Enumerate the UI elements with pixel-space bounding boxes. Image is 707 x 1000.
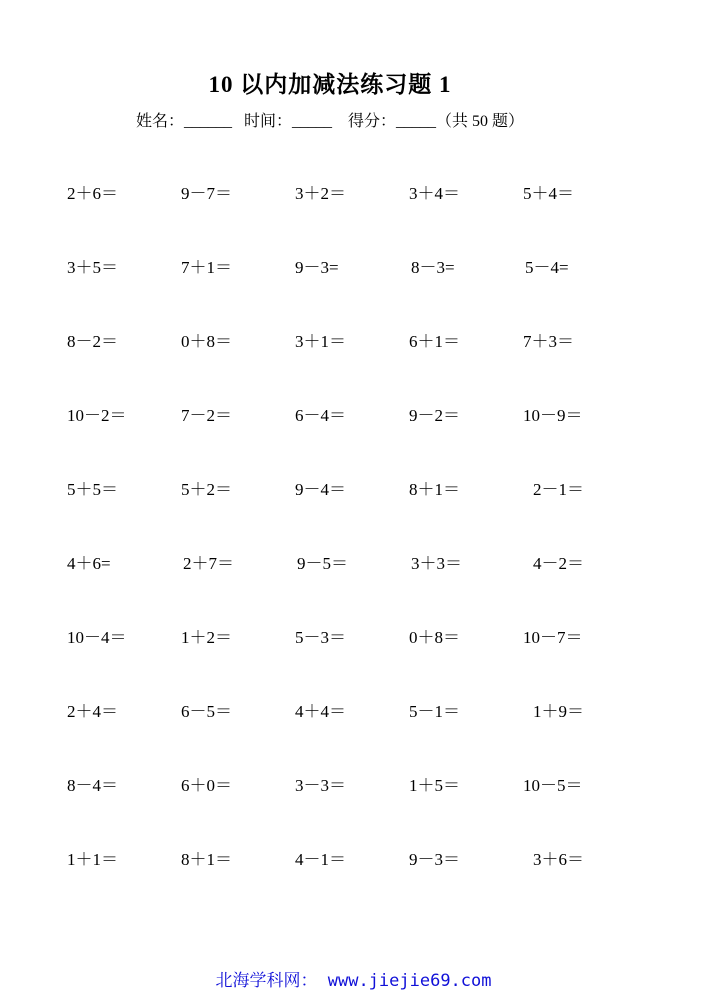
problem-r4-c2: 7－2＝ <box>181 406 232 425</box>
problem-r7-c1: 10－4＝ <box>67 628 127 647</box>
footer-watermark: 北海学科网： www.jiejie69.com <box>215 971 492 991</box>
problem-r10-c2: 8＋1＝ <box>181 850 232 869</box>
problem-r7-c4: 0＋8＝ <box>409 628 460 647</box>
problem-r8-c2: 6－5＝ <box>181 702 232 721</box>
problem-r6-c4: 3＋3＝ <box>411 554 462 573</box>
problem-r9-c2: 6＋0＝ <box>181 776 232 795</box>
problem-r3-c1: 8－2＝ <box>67 332 118 351</box>
problem-r8-c4: 5－1＝ <box>409 702 460 721</box>
problem-r9-c5: 10－5＝ <box>523 776 583 795</box>
problem-r1-c3: 3＋2＝ <box>295 184 346 203</box>
problem-r8-c3: 4＋4＝ <box>295 702 346 721</box>
problem-r10-c1: 1＋1＝ <box>67 850 118 869</box>
problem-r5-c3: 9－4＝ <box>295 480 346 499</box>
problem-r1-c4: 3＋4＝ <box>409 184 460 203</box>
worksheet-subtitle: 姓名：______ 时间：_____ 得分：_____（共 50 题） <box>135 113 524 130</box>
problem-r2-c2: 7＋1＝ <box>181 258 232 277</box>
problem-r4-c1: 10－2＝ <box>67 406 127 425</box>
problem-r6-c1: 4＋6= <box>67 554 111 573</box>
problem-r2-c1: 3＋5＝ <box>67 258 118 277</box>
problem-r2-c5: 5－4= <box>525 258 569 277</box>
problem-r4-c5: 10－9＝ <box>523 406 583 425</box>
problem-r1-c2: 9－7＝ <box>181 184 232 203</box>
problem-r6-c5: 4－2＝ <box>533 554 584 573</box>
problem-r1-c5: 5＋4＝ <box>523 184 574 203</box>
problem-r1-c1: 2＋6＝ <box>67 184 118 203</box>
problem-r2-c3: 9－3= <box>295 258 339 277</box>
problem-r5-c2: 5＋2＝ <box>181 480 232 499</box>
problem-r7-c3: 5－3＝ <box>295 628 346 647</box>
problem-r5-c4: 8＋1＝ <box>409 480 460 499</box>
problem-r5-c1: 5＋5＝ <box>67 480 118 499</box>
problem-r6-c2: 2＋7＝ <box>183 554 234 573</box>
problem-r9-c4: 1＋5＝ <box>409 776 460 795</box>
problem-r6-c3: 9－5＝ <box>297 554 348 573</box>
problem-r8-c1: 2＋4＝ <box>67 702 118 721</box>
problem-r3-c3: 3＋1＝ <box>295 332 346 351</box>
problem-r4-c3: 6－4＝ <box>295 406 346 425</box>
problem-r10-c5: 3＋6＝ <box>533 850 584 869</box>
problem-r5-c5: 2－1＝ <box>533 480 584 499</box>
problem-r8-c5: 1＋9＝ <box>533 702 584 721</box>
problem-r7-c2: 1＋2＝ <box>181 628 232 647</box>
problem-r4-c4: 9－2＝ <box>409 406 460 425</box>
problem-r9-c3: 3－3＝ <box>295 776 346 795</box>
worksheet-title: 10 以内加减法练习题 1 <box>208 72 452 97</box>
problem-r9-c1: 8－4＝ <box>67 776 118 795</box>
problem-r2-c4: 8－3= <box>411 258 455 277</box>
problem-r10-c4: 9－3＝ <box>409 850 460 869</box>
problem-r3-c5: 7＋3＝ <box>523 332 574 351</box>
problem-r7-c5: 10－7＝ <box>523 628 583 647</box>
problem-r10-c3: 4－1＝ <box>295 850 346 869</box>
problem-r3-c2: 0＋8＝ <box>181 332 232 351</box>
problem-r3-c4: 6＋1＝ <box>409 332 460 351</box>
